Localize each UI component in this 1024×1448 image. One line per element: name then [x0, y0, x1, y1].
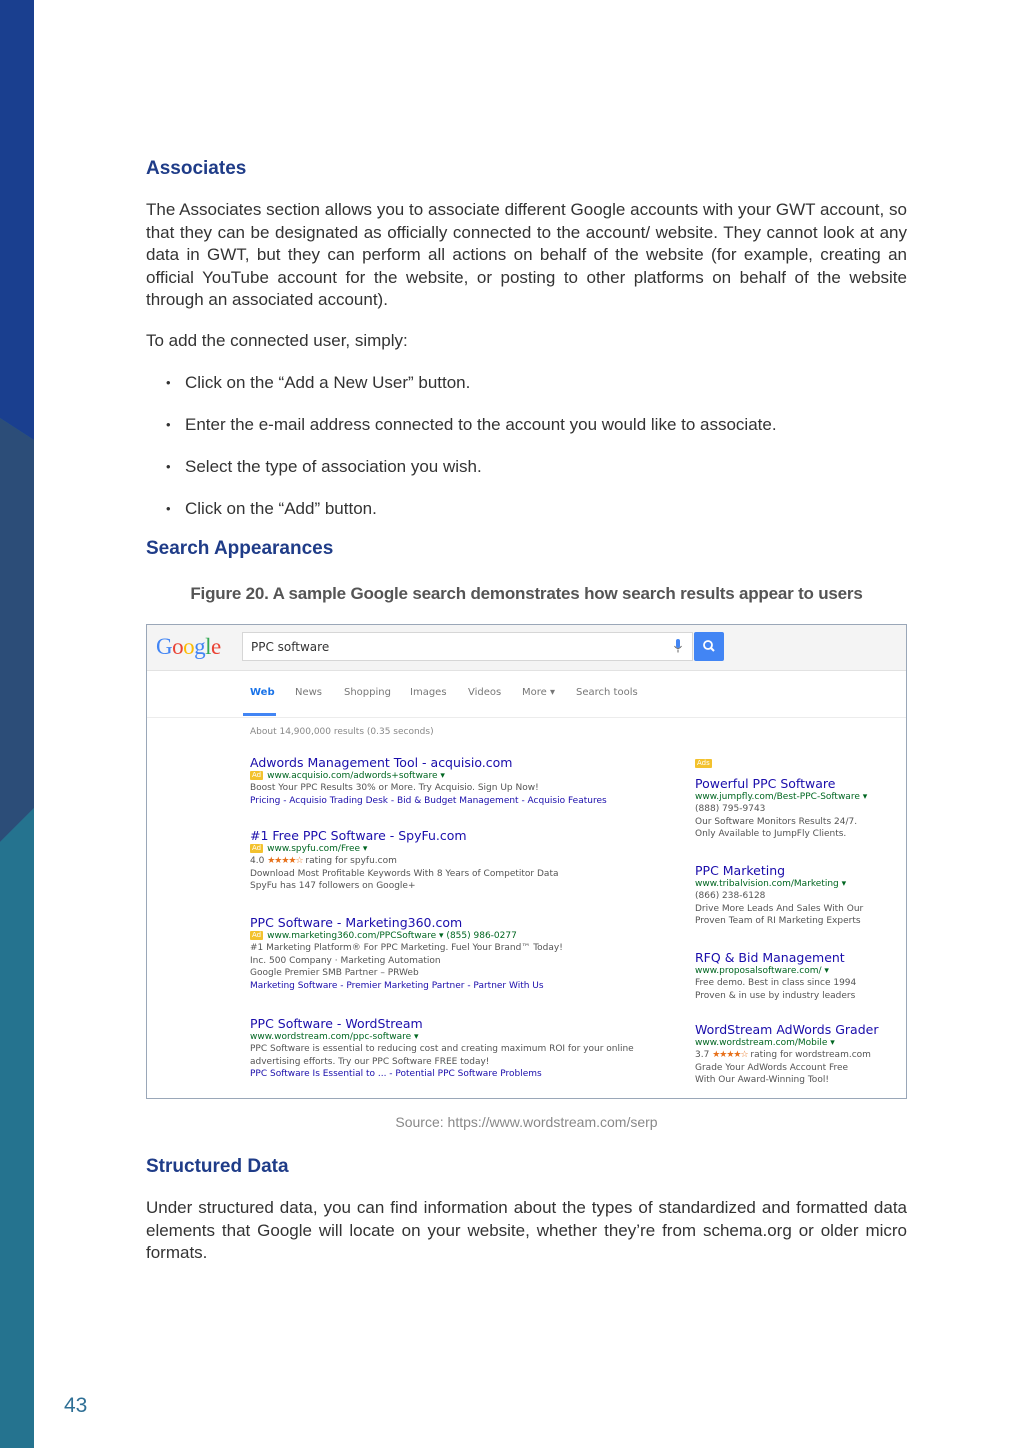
result-sitelinks: Pricing - Acquisio Trading Desk - Bid & Budget Management - Acquisio Features	[250, 795, 607, 806]
serp-tab: Shopping	[344, 687, 391, 698]
result-url: www.proposalsoftware.com/ ▾	[695, 966, 829, 976]
result-snippet: Boost Your PPC Results 30% or More. Try Acquisio. Sign Up Now!	[250, 783, 539, 794]
rating-text: rating for wordstream.com	[750, 1050, 871, 1061]
result-snippet: Inc. 500 Company · Marketing Automation	[250, 955, 441, 966]
figure-caption: Figure 20. A sample Google search demonstrates how search results appear to users	[190, 584, 863, 603]
figure-source: Source: https://www.wordstream.com/serp	[395, 1114, 658, 1130]
serp-tab: Images	[410, 687, 447, 698]
serp-tab: News	[295, 687, 323, 698]
star-rating-icon: ★★★★☆	[712, 1050, 748, 1061]
star-rating-icon: ★★★★☆	[267, 856, 303, 867]
result-url-text: www.spyfu.com/Free ▾	[267, 844, 368, 854]
step-item: • Enter the e-mail address connected to the account you would like to associate.	[146, 414, 907, 436]
result-snippet: PPC Software is essential to reducing cost and creating maximum ROI for your online	[250, 1044, 634, 1055]
result-title: PPC Marketing	[695, 863, 786, 878]
page-content	[146, 152, 907, 1265]
logo-letter: e	[211, 634, 221, 659]
serp-result	[250, 1016, 634, 1081]
result-title: WordStream AdWords Grader	[695, 1022, 879, 1037]
result-url	[250, 770, 607, 782]
result-snippet: Only Available to JumpFly Clients.	[695, 829, 847, 840]
associates-paragraph: The Associates section allows you to associate different Google accounts with your GWT account, so that they can be designated as officially connected to the account/ website. They cannot look at any data in GWT, but they can perform all actions on behalf of the website (for example, creating an official YouTube account for the website, or posting to other platforms on behalf of the website through an associated account).	[146, 200, 907, 309]
ads-label	[695, 758, 716, 770]
ads-badge: Ads	[697, 759, 710, 767]
serp-result	[250, 828, 558, 893]
result-rating	[695, 1049, 878, 1061]
ad-badge: Ad	[252, 844, 262, 852]
result-snippet: Drive More Leads And Sales With Our	[695, 903, 864, 914]
google-serp-screenshot	[146, 624, 907, 1099]
logo-letter: G	[156, 634, 173, 659]
result-url	[250, 843, 558, 855]
page-number: 43	[64, 1394, 88, 1417]
serp-tab: More ▾	[522, 687, 555, 698]
result-title: RFQ & Bid Management	[695, 950, 845, 965]
result-snippet: Free demo. Best in class since 1994	[695, 978, 857, 989]
result-title: Powerful PPC Software	[695, 776, 836, 791]
serp-side-ad	[695, 776, 867, 841]
result-title: Adwords Management Tool - acquisio.com	[250, 755, 513, 770]
result-rating	[250, 855, 558, 867]
result-title: #1 Free PPC Software - SpyFu.com	[250, 828, 467, 843]
result-url-text: www.acquisio.com/adwords+software ▾	[267, 771, 445, 781]
result-stats: About 14,900,000 results (0.35 seconds)	[250, 727, 434, 737]
structured-data-paragraph: Under structured data, you can find information about the types of standardized and formatted data elements that Google will locate on your website, whether they’re from schema.org or older micro formats.	[146, 1198, 907, 1262]
result-title: PPC Software - WordStream	[250, 1016, 423, 1031]
associates-intro: To add the connected user, simply:	[146, 330, 408, 350]
structured-data-heading: Structured Data	[146, 1156, 289, 1177]
serp-side-ad	[695, 950, 856, 1002]
result-snippet: SpyFu has 147 followers on Google+	[250, 881, 416, 892]
serp-tab: Search tools	[576, 687, 638, 698]
active-tab-indicator	[243, 713, 276, 716]
associates-heading: Associates	[146, 158, 247, 179]
result-snippet: Our Software Monitors Results 24/7.	[695, 816, 858, 827]
serp-search-button	[694, 632, 724, 661]
serp-tab: Videos	[468, 687, 502, 698]
associates-steps	[146, 372, 907, 520]
serp-side-ad	[695, 1022, 878, 1087]
rating-text: rating for spyfu.com	[305, 856, 397, 867]
serp-result	[250, 915, 563, 992]
left-decorative-stripe	[0, 0, 34, 1448]
step-item: • Select the type of association you wish.	[146, 456, 907, 478]
serp-header	[147, 625, 906, 671]
rating-value: 4.0	[250, 856, 265, 867]
ad-badge: Ad	[252, 931, 262, 939]
rating-value: 3.7	[695, 1050, 710, 1061]
microphone-icon	[674, 639, 682, 654]
serp-result	[250, 755, 607, 807]
result-url: www.wordstream.com/Mobile ▾	[695, 1038, 835, 1048]
logo-letter: g	[194, 634, 206, 659]
logo-letter: l	[205, 634, 212, 659]
serp-side-ad	[695, 863, 863, 928]
result-url: www.jumpfly.com/Best-PPC-Software ▾	[695, 792, 868, 802]
google-logo	[156, 634, 221, 660]
ad-badge: Ad	[252, 771, 262, 779]
result-sitelinks: PPC Software Is Essential to ... - Potential PPC Software Problems	[250, 1069, 542, 1080]
tabs-divider	[147, 717, 906, 718]
result-url-text: www.marketing360.com/PPCSoftware ▾ (855) 986-0277	[267, 931, 517, 941]
result-url: www.tribalvision.com/Marketing ▾	[695, 879, 847, 889]
logo-letter: o	[172, 634, 184, 659]
search-icon	[694, 632, 724, 661]
result-snippet: advertising efforts. Try our PPC Software FREE today!	[250, 1056, 490, 1067]
result-snippet: Proven & in use by industry leaders	[695, 990, 856, 1001]
search-appearances-heading: Search Appearances	[146, 538, 334, 559]
result-url	[250, 930, 563, 942]
result-snippet: Download Most Profitable Keywords With 8 Years of Competitor Data	[250, 868, 559, 879]
result-snippet: With Our Award-Winning Tool!	[695, 1075, 829, 1086]
result-snippet: Google Premier SMB Partner – PRWeb	[250, 968, 419, 979]
result-snippet: (866) 238-6128	[695, 891, 766, 902]
result-snippet: #1 Marketing Platform® For PPC Marketing. Fuel Your Brand™ Today!	[250, 943, 563, 954]
result-snippet: (888) 795-9743	[695, 804, 766, 815]
serp-search-input	[242, 632, 693, 661]
result-title: PPC Software - Marketing360.com	[250, 915, 463, 930]
result-snippet: Proven Team of RI Marketing Experts	[695, 916, 861, 927]
serp-tab: Web	[250, 687, 275, 698]
step-item: • Click on the “Add a New User” button.	[146, 372, 907, 394]
step-item: • Click on the “Add” button.	[146, 498, 907, 520]
result-sitelinks: Marketing Software - Premier Marketing Partner - Partner With Us	[250, 980, 544, 991]
logo-letter: o	[183, 634, 195, 659]
search-query: PPC software	[251, 640, 330, 654]
result-snippet: Grade Your AdWords Account Free	[695, 1062, 849, 1073]
result-url: www.wordstream.com/ppc-software ▾	[250, 1032, 419, 1042]
